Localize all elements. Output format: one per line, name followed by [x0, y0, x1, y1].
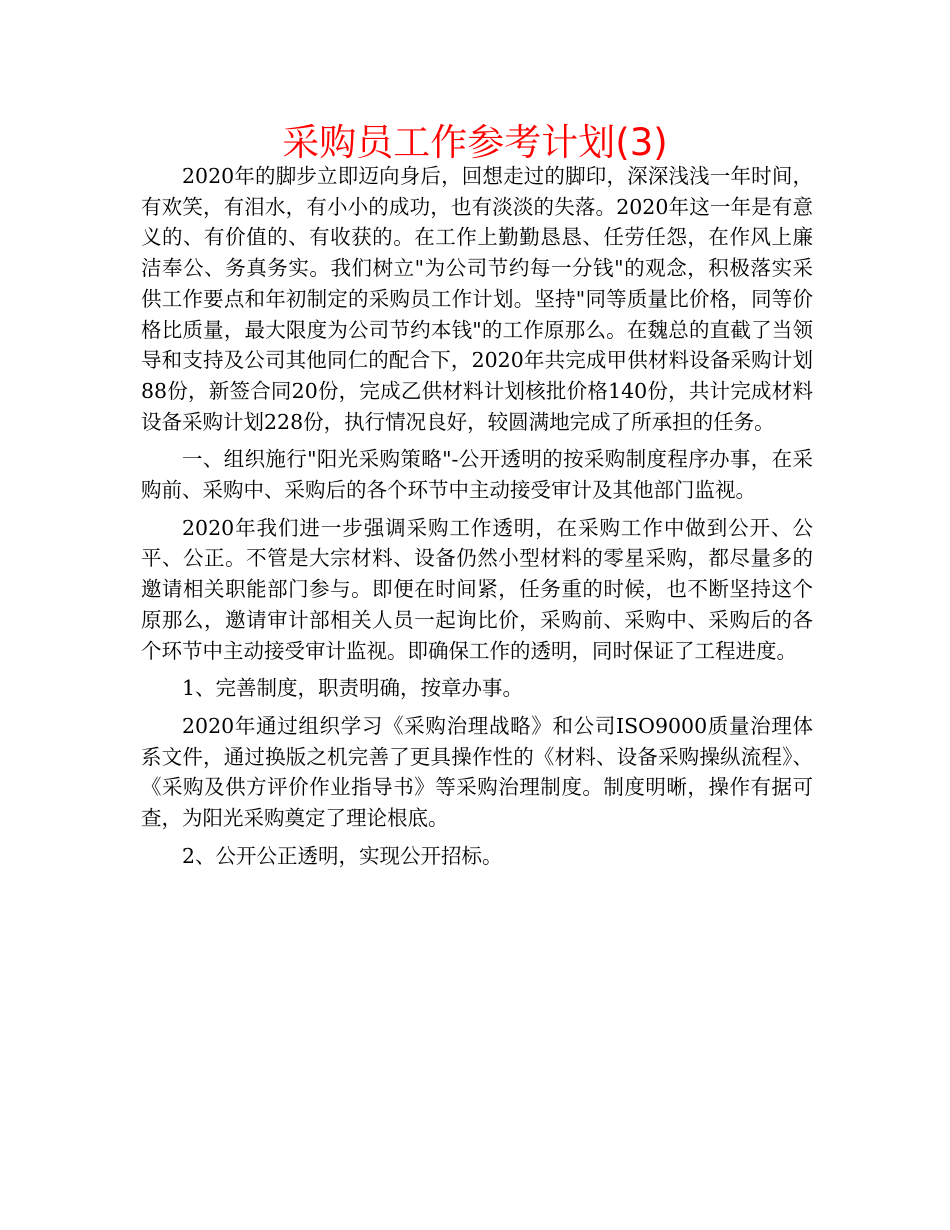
- document-title: 采购员工作参考计划(3): [282, 121, 668, 164]
- paragraph-intro: 2020年的脚步立即迈向身后，回想走过的脚印，深深浅浅一年时间，有欢笑，有泪水，有小小的成功，也有淡淡的失落。2020年这一年是有意义的、有价值的、有收获的。在工作上勤勤恳恳、任劳任怨，在作风上廉洁奉公、务真务实。我们树立"为公司节约每一分钱"的观念，积极落实采供工作要点和年初制定的采购员工作计划。坚持"同等质量比价格，同等价格比质量，最大限度为公司节约本钱"的工作原那么。在魏总的直截了当领导和支持及公司其他同仁的配合下，2020年共完成甲供材料设备采购计划88份，新签合同20份，完成乙供材料计划核批价格140份，共计完成材料设备采购计划228份，执行情况良好，较圆满地完成了所承担的任务。: [141, 164, 813, 434]
- document-body: [141, 161, 813, 878]
- paragraph-system-docs: 2020年通过组织学习《采购治理战略》和公司ISO9000质量治理体系文件，通过换版之机完善了更具操作性的《材料、设备采购操纵流程》、《采购及供方评价作业指导书》等采购治理制度。制度明晰，操作有据可查，为阳光采购奠定了理论根底。: [141, 713, 813, 831]
- paragraph-transparency: 2020年我们进一步强调采购工作透明，在采购工作中做到公开、公平、公正。不管是大宗材料、设备仍然小型材料的零星采购，都尽量多的邀请相关职能部门参与。即便在时间紧，任务重的时候，也不断坚持这个原那么，邀请审计部相关人员一起询比价，采购前、采购中、采购后的各个环节中主动接受审计监视。即确保工作的透明，同时保证了工程进度。: [141, 515, 813, 663]
- paragraph-item-1-heading: 1、完善制度，职责明确，按章办事。: [182, 676, 524, 701]
- paragraph-item-2-heading: 2、公开公正透明，实现公开招标。: [182, 843, 503, 868]
- paragraph-section-1-heading: 一、组织施行"阳光采购策略"-公开透明的按采购制度程序办事，在采购前、采购中、采购后的各个环节中主动接受审计及其他部门监视。: [141, 447, 813, 503]
